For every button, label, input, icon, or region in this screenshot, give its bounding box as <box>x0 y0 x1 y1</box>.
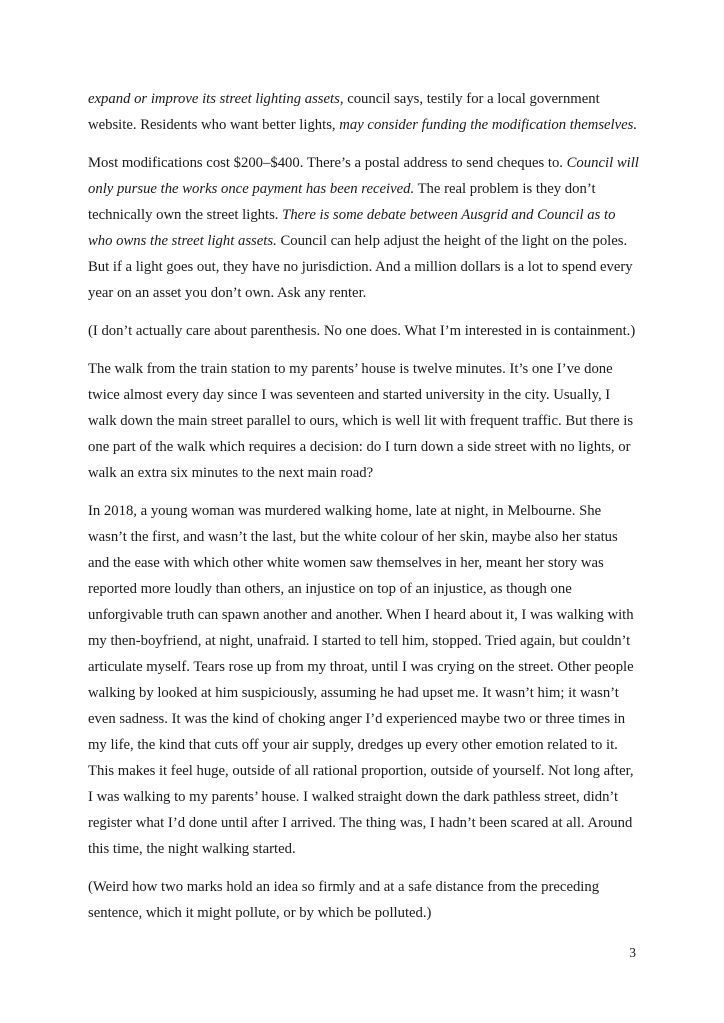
text-run: In 2018, a young woman was murdered walking home, late at night, in Melbourne. She wasn’t the first, and wasn’t the last, but the white colour of her skin, maybe also her status and the ease with which other white women saw themselves in her, meant her story was reported more loudly than others, an injustice on top of an injustice, as though one unforgivable truth can spawn another and another. When I heard about it, I was walking with my then-boyfriend, at night, unafraid. I started to tell him, stopped. Tried again, but couldn’t articulate myself. Tears rose up from my throat, until I was crying on the street. Other people walking by looked at him suspiciously, assuming he had upset me. It wasn’t him; it wasn’t even sadness. It was the kind of choking anger I’d experienced maybe two or three times in my life, the kind that cuts off your air supply, dredges up every other emotion related to it. This makes it feel huge, outside of all rational proportion, outside of yourself. Not long after, I was walking to my parents’ house. I walked straight down the dark pathless street, didn’t register what I’d done until after I arrived. The thing was, I hadn’t been scared at all. Around this time, the night walking started. <box>88 503 634 857</box>
text-run: council says, testily for a local government website. Residents who want better lights, <box>88 91 600 133</box>
text-run: (I don’t actually care about parenthesis. No one does. What I’m interested in is containment.) <box>88 323 636 339</box>
paragraph-p2 <box>88 150 640 306</box>
text-run: The walk from the train station to my parents’ house is twelve minutes. It’s one I’ve done twice almost every day since I was seventeen and started university in the city. Usually, I walk down the main street parallel to ours, which is well lit with frequent traffic. But there is one part of the walk which requires a decision: do I turn down a side street with no lights, or walk an extra six minutes to the next main road? <box>88 361 634 481</box>
paragraph-p6 <box>88 874 640 926</box>
body-text <box>88 86 640 926</box>
paragraph-p5 <box>88 498 640 862</box>
italic-quote: Council will only pursue the works once payment has been received. <box>88 155 639 197</box>
text-run: (Weird how two marks hold an idea so firmly and at a safe distance from the preceding sentence, which it might pollute, or by which be polluted.) <box>88 879 600 921</box>
paragraph-p1 <box>88 86 640 138</box>
paragraph-p4 <box>88 356 640 486</box>
text-run: Council can help adjust the height of the light on the poles. But if a light goes out, they have no jurisdiction. And a million dollars is a lot to spend every year on an asset you don’t own. Ask any renter. <box>88 233 633 301</box>
italic-quote: expand or improve its street lighting assets, <box>88 91 344 107</box>
paragraph-p3 <box>88 318 640 344</box>
text-run: The real problem is they don’t technically own the street lights. <box>88 181 596 223</box>
italic-quote: There is some debate between Ausgrid and Council as to who owns the street light assets. <box>88 207 616 249</box>
page-number: 3 <box>629 945 636 960</box>
italic-quote: may consider funding the modification themselves. <box>339 117 638 133</box>
text-run: Most modifications cost $200–$400. There’s a postal address to send cheques to. <box>88 155 567 171</box>
